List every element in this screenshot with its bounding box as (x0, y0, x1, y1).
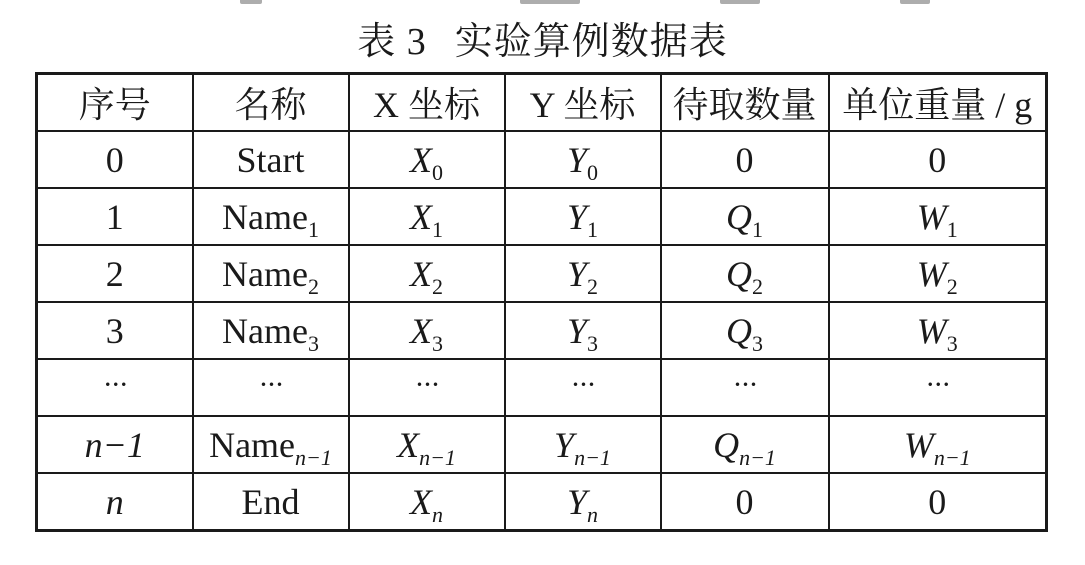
cell-x-subscript: n−1 (419, 444, 456, 470)
cell-name-value: End (241, 481, 300, 522)
cell-y-value: Y (554, 424, 575, 465)
cell-unit-weight-value: 0 (928, 481, 947, 522)
cell-y-value: Y (566, 139, 588, 180)
cell-index-value: ··· (102, 367, 127, 401)
cell-quantity (661, 245, 829, 302)
header-index: 序号 (37, 74, 193, 132)
cell-x (349, 416, 505, 473)
cell-y (505, 359, 661, 416)
cell-y (505, 473, 661, 531)
cell-quantity (661, 359, 829, 416)
cell-quantity (661, 473, 829, 531)
cell-quantity-subscript: 1 (752, 216, 763, 242)
header-x: X 坐标 (349, 74, 505, 132)
table-title: 实验算例数据表 (454, 21, 728, 63)
cell-y-subscript: 0 (587, 159, 599, 185)
cell-unit-weight (829, 245, 1047, 302)
cell-y-subscript: 2 (587, 273, 599, 299)
cell-unit-weight-value: W (903, 424, 934, 465)
cell-quantity (661, 131, 829, 188)
table-row (37, 473, 1047, 531)
table-row (37, 245, 1047, 302)
cell-index (37, 188, 193, 245)
cell-quantity-value: Q (713, 424, 740, 465)
cell-quantity-value: 0 (735, 481, 754, 522)
cell-quantity-value: 0 (735, 139, 754, 180)
cell-name (193, 473, 349, 531)
cell-y-value: Y (566, 481, 588, 522)
cell-index (37, 245, 193, 302)
table-number: 表 3 (357, 21, 427, 63)
table-body (37, 131, 1047, 531)
cell-x (349, 188, 505, 245)
cell-x-subscript: 0 (432, 159, 443, 185)
cell-index-value: n (105, 481, 124, 522)
cell-y (505, 188, 661, 245)
cell-x (349, 302, 505, 359)
cell-unit-weight-value: ··· (925, 367, 950, 401)
cell-quantity-value: Q (726, 310, 752, 351)
cell-unit-weight-value: W (916, 196, 947, 237)
cell-index-value: 3 (105, 310, 124, 351)
cell-unit-weight (829, 416, 1047, 473)
cell-index (37, 416, 193, 473)
cell-index (37, 359, 193, 416)
cell-name-subscript: 2 (307, 273, 319, 299)
cell-index-value: 1 (105, 196, 124, 237)
cell-x-value: X (410, 196, 432, 237)
header-row (37, 74, 1047, 132)
cell-index (37, 131, 193, 188)
cell-unit-weight (829, 473, 1047, 531)
cell-name-value: ··· (258, 367, 283, 401)
cell-index (37, 302, 193, 359)
cell-y (505, 131, 661, 188)
cell-index-value: 0 (105, 139, 124, 180)
cell-quantity (661, 188, 829, 245)
cell-y-subscript: n−1 (574, 444, 611, 470)
cell-x (349, 473, 505, 531)
table-row (37, 188, 1047, 245)
cell-y (505, 245, 661, 302)
cell-unit-weight-subscript: 3 (946, 330, 958, 356)
cell-y (505, 416, 661, 473)
cell-name-subscript: 3 (307, 330, 319, 356)
cell-y-value: ··· (570, 367, 595, 401)
cell-name (193, 131, 349, 188)
cell-name-value: Name (222, 253, 308, 294)
cell-index-value: n−1 (84, 424, 145, 465)
cell-name-subscript: n−1 (295, 444, 332, 470)
cell-unit-weight-value: W (916, 310, 947, 351)
table-row (37, 416, 1047, 473)
cell-name-value: Name (222, 310, 308, 351)
header-quantity: 待取数量 (661, 74, 829, 132)
table-row (37, 302, 1047, 359)
cell-unit-weight-value: 0 (928, 139, 947, 180)
header-name: 名称 (193, 74, 349, 132)
cell-index-value: 2 (105, 253, 124, 294)
cell-name (193, 302, 349, 359)
cell-unit-weight-subscript: 1 (946, 216, 958, 242)
cell-y-subscript: n (587, 501, 599, 527)
table-row (37, 359, 1047, 416)
cell-x-subscript: 1 (432, 216, 443, 242)
cell-name (193, 188, 349, 245)
cell-name-value: Name (209, 424, 296, 465)
cell-quantity-value: Q (726, 196, 752, 237)
cell-y-subscript: 1 (587, 216, 599, 242)
cell-x-subscript: 2 (432, 273, 443, 299)
cell-quantity (661, 416, 829, 473)
cell-y-subscript: 3 (587, 330, 599, 356)
cell-x-value: X (410, 310, 432, 351)
table-caption (0, 14, 1085, 70)
cell-quantity-subscript: 2 (752, 273, 763, 299)
cell-name-value: Start (236, 139, 305, 180)
cell-name-value: Name (222, 196, 308, 237)
cell-y-value: Y (566, 196, 588, 237)
cell-y-value: Y (566, 253, 588, 294)
cell-quantity-subscript: n−1 (739, 444, 776, 470)
cell-x (349, 245, 505, 302)
cell-x-value: X (410, 139, 432, 180)
cell-unit-weight-value: W (916, 253, 947, 294)
cell-unit-weight-subscript: 2 (946, 273, 958, 299)
cell-x-value: X (397, 424, 420, 465)
cell-quantity (661, 302, 829, 359)
cell-x-value: X (410, 253, 432, 294)
cell-x-value: X (410, 481, 432, 522)
cell-quantity-value: ··· (732, 367, 757, 401)
cell-x-value: ··· (414, 367, 439, 401)
header-unit-weight: 单位重量 / g (829, 74, 1047, 132)
cell-unit-weight-subscript: n−1 (933, 444, 971, 470)
header-y: Y 坐标 (505, 74, 661, 132)
cropped-previous-text (0, 0, 1085, 10)
cell-name (193, 416, 349, 473)
cell-unit-weight (829, 359, 1047, 416)
data-table (35, 72, 1048, 532)
table-row (37, 131, 1047, 188)
cell-y (505, 302, 661, 359)
cell-name (193, 245, 349, 302)
cell-name-subscript: 1 (307, 216, 319, 242)
cell-unit-weight (829, 302, 1047, 359)
cell-x (349, 359, 505, 416)
cell-x-subscript: 3 (432, 330, 443, 356)
cell-quantity-value: Q (726, 253, 752, 294)
cell-name (193, 359, 349, 416)
cell-x-subscript: n (432, 501, 443, 527)
cell-y-value: Y (566, 310, 588, 351)
cell-index (37, 473, 193, 531)
cell-unit-weight (829, 188, 1047, 245)
cell-x (349, 131, 505, 188)
cell-quantity-subscript: 3 (752, 330, 763, 356)
cell-unit-weight (829, 131, 1047, 188)
